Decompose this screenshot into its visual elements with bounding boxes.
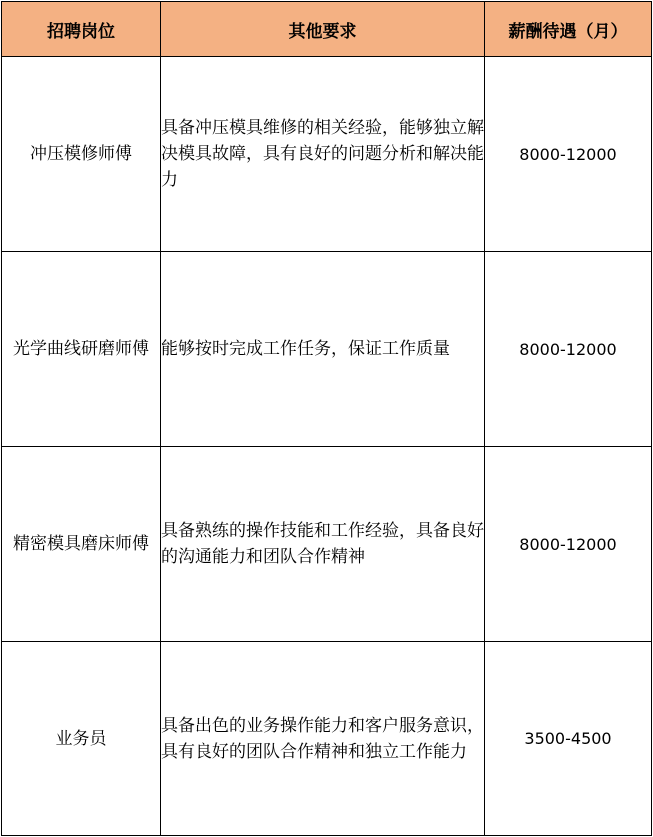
position-cell: 业务员 [2, 642, 161, 836]
header-position: 招聘岗位 [2, 2, 161, 57]
table-row [2, 57, 652, 252]
header-salary: 薪酬待遇（月） [485, 2, 652, 57]
requirement-cell: 能够按时完成工作任务，保证工作质量 [161, 252, 485, 447]
position-cell: 精密模具磨床师傅 [2, 447, 161, 642]
recruitment-table [1, 1, 652, 836]
position-cell: 光学曲线研磨师傅 [2, 252, 161, 447]
requirement-cell: 具备出色的业务操作能力和客户服务意识，具有良好的团队合作精神和独立工作能力 [161, 642, 485, 836]
table-row [2, 642, 652, 836]
requirement-cell: 具备冲压模具维修的相关经验，能够独立解决模具故障，具有良好的问题分析和解决能力 [161, 57, 485, 252]
table-row [2, 252, 652, 447]
position-cell: 冲压模修师傅 [2, 57, 161, 252]
salary-cell: 3500-4500 [485, 642, 652, 836]
salary-cell: 8000-12000 [485, 57, 652, 252]
header-row [2, 2, 652, 57]
requirement-cell: 具备熟练的操作技能和工作经验，具备良好的沟通能力和团队合作精神 [161, 447, 485, 642]
header-requirements: 其他要求 [161, 2, 485, 57]
salary-cell: 8000-12000 [485, 252, 652, 447]
salary-cell: 8000-12000 [485, 447, 652, 642]
table-row [2, 447, 652, 642]
